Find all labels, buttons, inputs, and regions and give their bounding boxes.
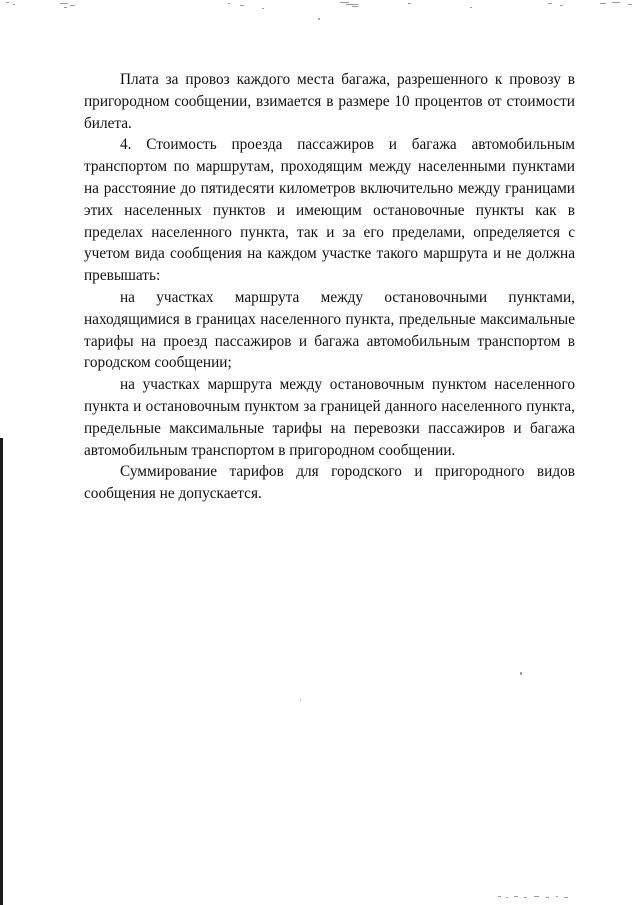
paragraph-baggage-fee: Плата за провоз каждого места багажа, разрешенного к провозу в пригородном сообщении, взимается в размере 10 процентов от стоимости билета. — [84, 71, 575, 132]
paragraph-point-4: 4. Стоимость проезда пассажиров и багажа автомобильным транспортом по маршрутам, проходящим между населенными пунктами на расстояние до пятидесяти километров включительно между границами этих населенных пунктов и имеющим остановочные пункты как в пределах населенного пункта, так и за его пределами, определяется с учетом вида сообщения на каждом участке такого маршрута и не должна превышать: — [84, 136, 575, 285]
document-body — [84, 69, 575, 505]
scan-noise-top — [0, 0, 640, 14]
paragraph-urban-segments: на участках маршрута между остановочными пунктами, находящимися в границах населенного пункта, предельные максимальные тарифы на проезд пассажиров и багажа автомобильным транспортом в городском сообщении; — [84, 288, 575, 372]
scan-speck — [520, 672, 522, 675]
paragraph-suburban-segments: на участках маршрута между остановочным пунктом населенного пункта и остановочным пунктом за границей данного населенного пункта, предельные максимальные тарифы на перевозки пассажиров и багажа автомобильным транспортом в пригородном сообщении. — [84, 376, 575, 459]
scan-noise-bottom — [498, 894, 578, 900]
scan-speck — [300, 700, 301, 701]
scan-speck — [318, 18, 320, 20]
paragraph-summation-rule: Суммирование тарифов для городского и пригородного видов сообщения не допускается. — [84, 463, 575, 503]
scan-edge-shadow — [0, 438, 3, 905]
